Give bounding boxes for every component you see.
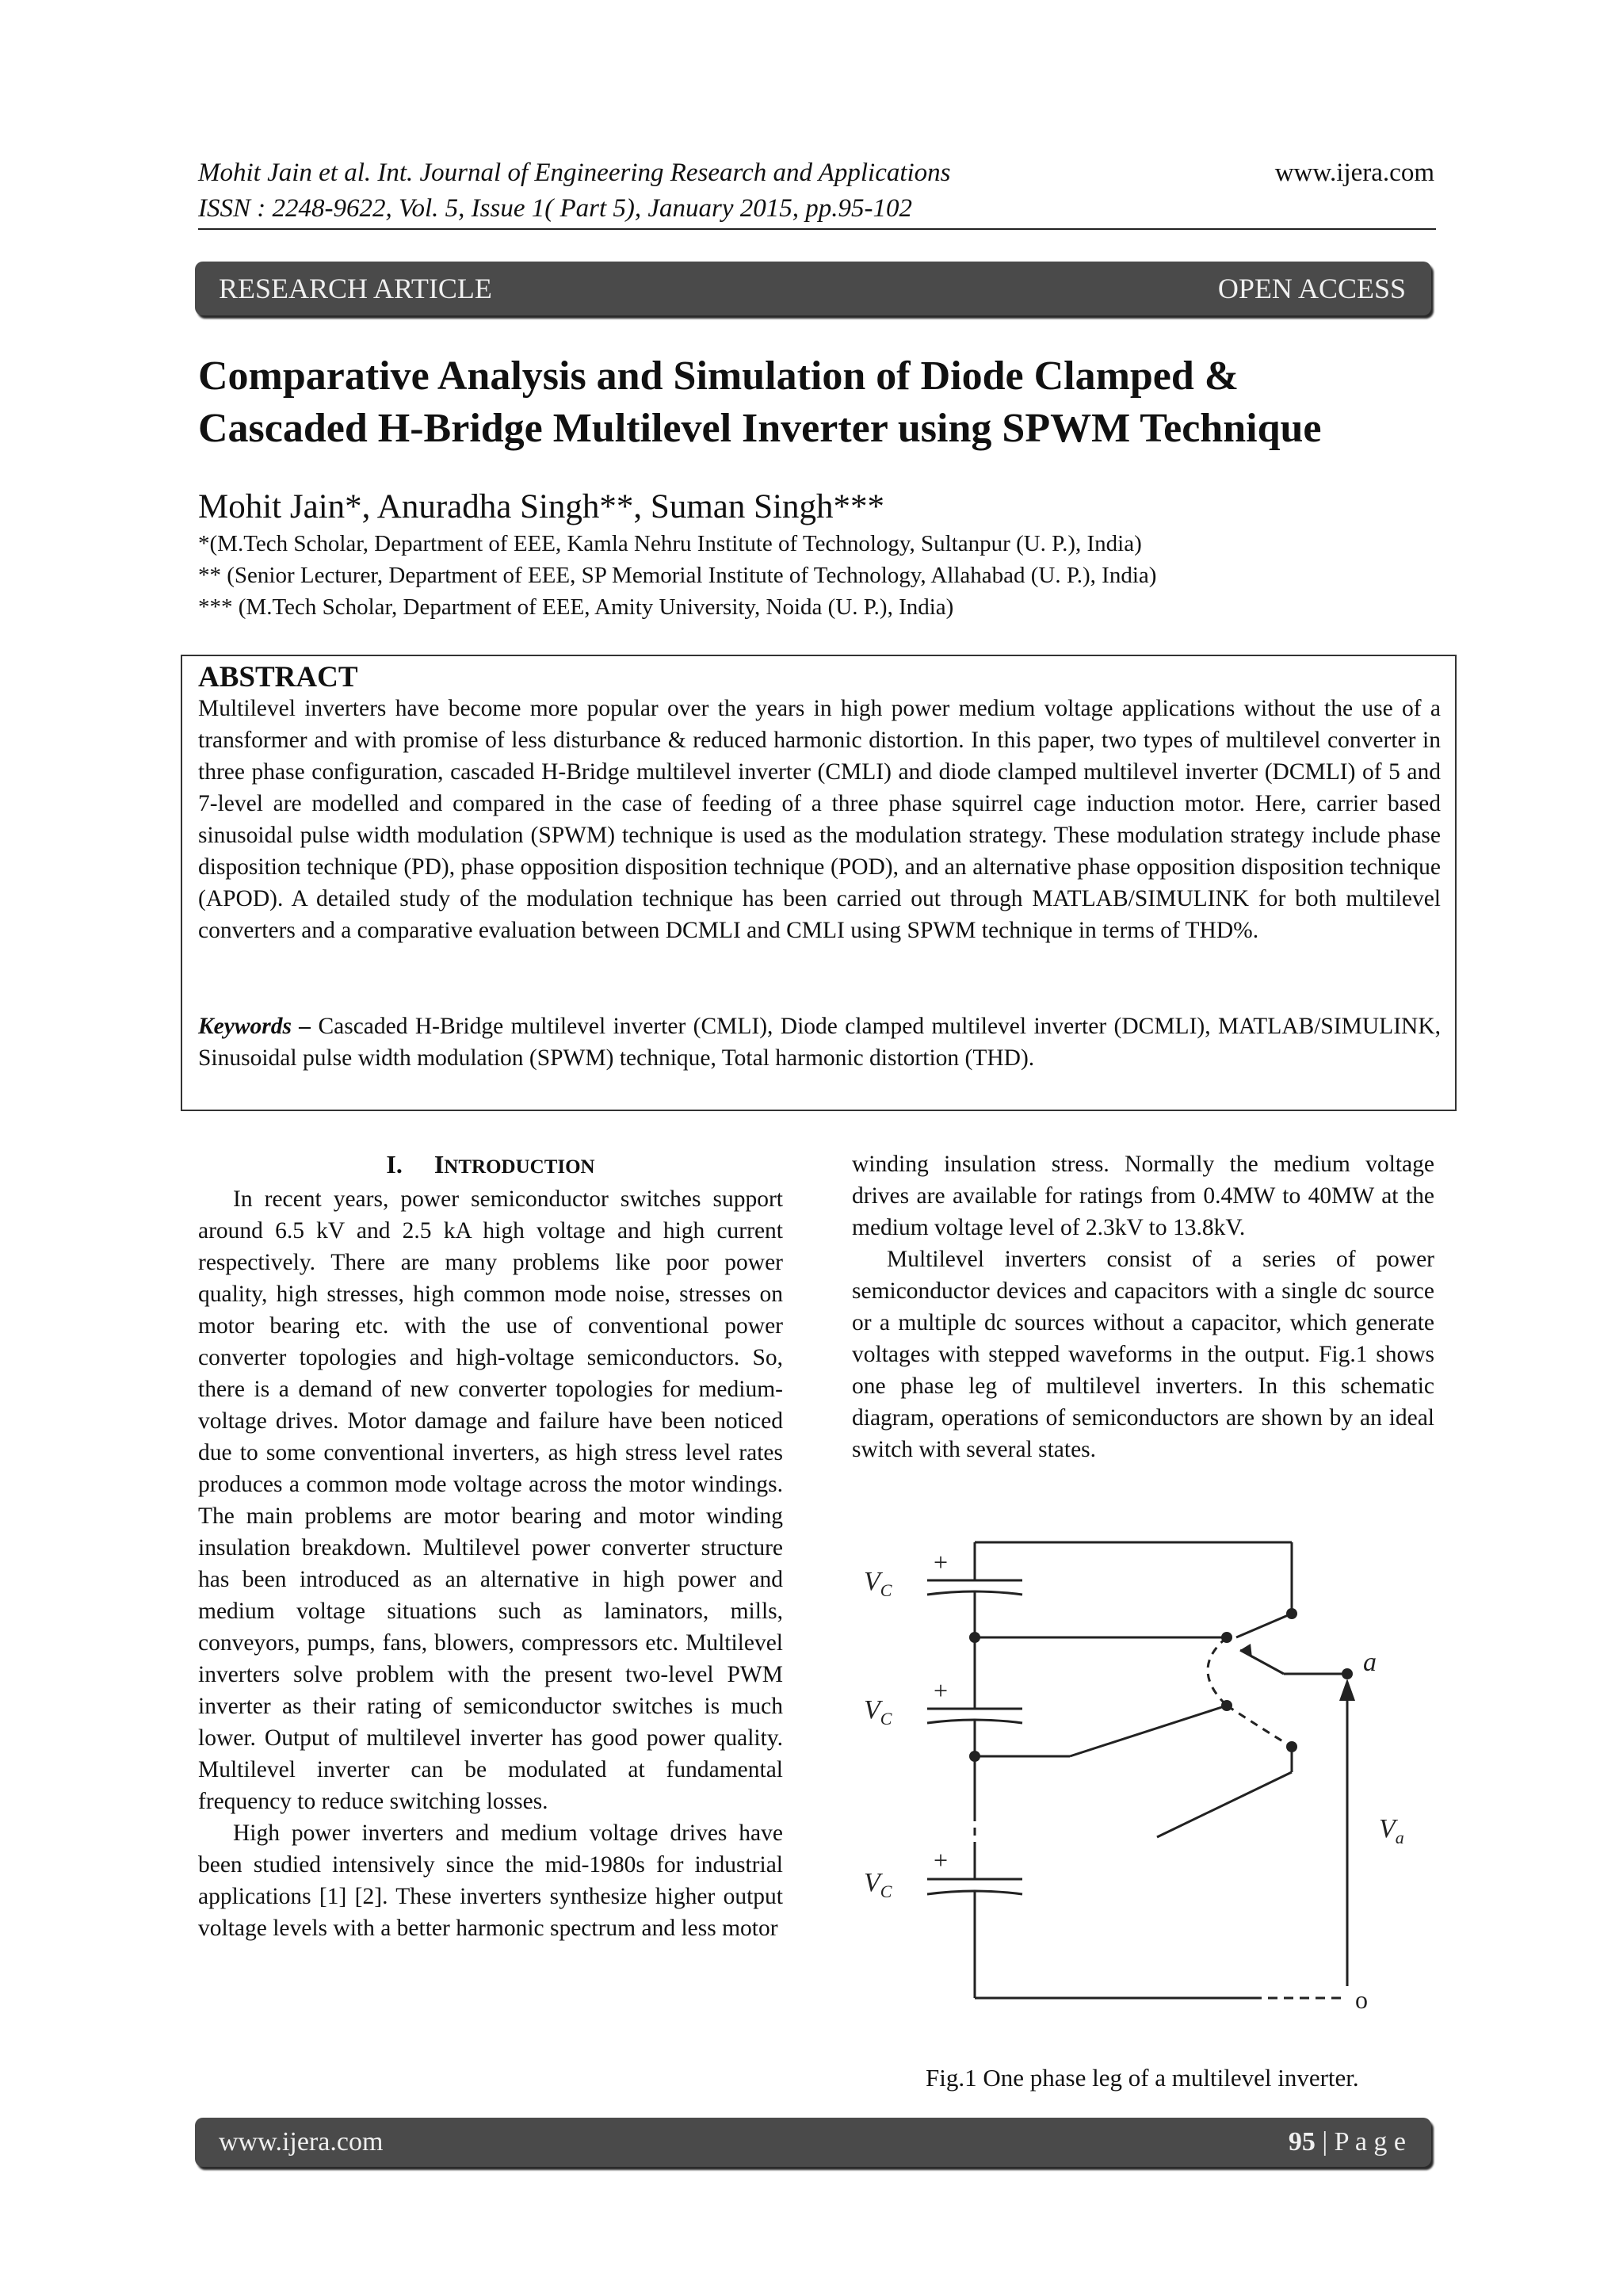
abstract-text: Multilevel inverters have become more popular over the years in high power medium voltage applications without the use of a transformer and with promise of less disturbance & reduced harmonic distortion. In this paper, two types of multilevel converter in three phase configuration, cascaded H-Bridge multilevel inverter (CMLI) and diode clamped multilevel inverter (DCMLI) of 5 and 7-level are modelled and compared in the case of feeding of a three phase squirrel cage induction motor. Here, carrier based sinusoidal pulse width modulation (SPWM) technique is used as the modulation strategy. These modulation strategy include phase disposition technique (PD), phase opposition disposition technique (POD), and an alternative phase opposition disposition technique (APOD). A detailed study of the modulation technique has been carried out through MATLAB/SIMULINK for both multilevel converters and a comparative evaluation between DCMLI and CMLI using SPWM technique in terms of THD%. [198, 696, 1441, 943]
header-rule [198, 228, 1436, 230]
cap1-plus: + [934, 1548, 949, 1576]
intro-paragraph-1: In recent years, power semiconductor switches support around 6.5 kV and 2.5 kA high voltage and high current respectively. There are many problems like poor power quality, high stresses, high common mode noise, stresses on motor bearing etc. with the use of conventional power converter topologies and high-voltage semiconductors. So, there is a demand of new converter topologies for medium-voltage drives. Motor damage and failure have been noticed due to some conventional inverters, as high stress level rates produces a common mode voltage across the motor windings. The main problems are motor bearing and motor winding insulation breakdown. Multilevel power converter structure has been introduced as an alternative in high power and medium voltage situations such as laminators, mills, conveyors, pumps, fans, blowers, compressors etc. Multilevel inverters solve problem with the present two-level PWM inverter as their rating of semiconductor switches is much lower. Output of multilevel inverter has good power quality. Multilevel inverter can be modulated at fundamental frequency to reduce switching losses. [198, 1186, 783, 1814]
node-a-label: a [1363, 1648, 1377, 1677]
switch-arrow-head [1240, 1644, 1252, 1658]
footer-bar [195, 2118, 1431, 2167]
left-column [198, 1148, 783, 1944]
author-list: Mohit Jain*, Anuradha Singh**, Suman Singh*** [198, 488, 884, 525]
running-header [198, 155, 1434, 227]
footer-page-number [1289, 2118, 1406, 2167]
footer-website-link[interactable]: www.ijera.com [219, 2127, 384, 2157]
section-title-initial: I [433, 1150, 445, 1179]
affiliation-1: *(M.Tech Scholar, Department of EEE, Kamla Nehru Institute of Technology, Sultanpur (U. P.), India) [198, 531, 1142, 556]
section-title-rest: NTRODUCTION [444, 1156, 595, 1178]
banner-research-article: RESEARCH ARTICLE [219, 273, 492, 304]
section-heading-introduction [198, 1148, 783, 1183]
journal-citation-line1: Mohit Jain et al. Int. Journal of Engineering Research and Applications [198, 159, 951, 187]
keywords-label: Keywords – [198, 1014, 311, 1039]
keywords-text: Cascaded H-Bridge multilevel inverter (CMLI), Diode clamped multilevel inverter (DCMLI), MATLAB/SIMULINK, Sinusoidal pulse width modulation (SPWM) technique, Total harmonic distortion (THD). [198, 1014, 1442, 1071]
section-number: I. [386, 1150, 403, 1179]
cap2-label: V [864, 1695, 880, 1725]
title-line-1: Comparative Analysis and Simulation of Diode Clamped & [198, 353, 1239, 399]
cap3-plus: + [934, 1846, 949, 1874]
journal-citation-line2: ISSN : 2248-9622, Vol. 5, Issue 1( Part 5), January 2015, pp.95-102 [198, 194, 912, 223]
title-line-2: Cascaded H-Bridge Multilevel Inverter using SPWM Technique [198, 406, 1322, 451]
cap3-label: V [864, 1868, 880, 1897]
circuit-diagram [840, 1511, 1442, 2034]
page-number: 95 [1288, 2127, 1316, 2157]
intro-paragraph-4: Multilevel inverters consist of a series of power semiconductor devices and capacitors with a single dc source or a multiple dc sources without a capacitor, which generate voltages with stepped waveforms in the output. Fig.1 shows one phase leg of multilevel inverters. In this schematic diagram, operations of semiconductors are shown by an ideal switch with several states. [852, 1247, 1434, 1462]
va-arrow-head [1339, 1679, 1355, 1701]
figure-1-caption: Fig.1 One phase leg of a multilevel inverter. [926, 2064, 1359, 2092]
header-website-link[interactable]: www.ijera.com [1274, 159, 1434, 187]
switch-arc-upper [1208, 1637, 1227, 1706]
intro-paragraph-2: High power inverters and medium voltage drives have been studied intensively since the mid-1980s for industrial applications [1] [2]. These inverters synthesize higher output voltage levels with a better harmonic spectrum and less motor [198, 1820, 783, 1941]
intro-paragraph-3: winding insulation stress. Normally the medium voltage drives are available for ratings from 0.4MW to 40MW at the medium voltage level of 2.3kV to 13.8kV. [852, 1152, 1434, 1240]
svg-text:VC: $V_C$ [864, 1567, 892, 1600]
switch-arc-lower [1227, 1706, 1292, 1747]
cap2-plus: + [934, 1676, 949, 1705]
right-column [852, 1148, 1434, 1465]
node-o-label: o [1355, 1985, 1368, 2014]
svg-text:VC: $V_C$ [864, 1695, 892, 1729]
affiliation-2: ** (Senior Lecturer, Department of EEE, SP Memorial Institute of Technology, Allahabad (U. P.), India) [198, 563, 1157, 588]
figure-1-circuit [840, 1511, 1442, 2034]
affiliations [198, 528, 1156, 623]
svg-text:Va: $V_a$ [1379, 1814, 1404, 1847]
level-3-link [1157, 1772, 1292, 1837]
cap1-label: V [864, 1567, 880, 1596]
abstract-heading: ABSTRACT [198, 661, 358, 693]
svg-text:VC: $V_C$ [864, 1868, 892, 1901]
affiliation-3: *** (M.Tech Scholar, Department of EEE, Amity University, Noida (U. P.), India) [198, 594, 954, 620]
keywords [198, 1010, 1441, 1074]
article-type-banner [195, 262, 1431, 315]
level-2-link [1070, 1706, 1227, 1756]
page-label: | P a g e [1322, 2127, 1406, 2157]
paper-title [198, 350, 1466, 455]
banner-open-access: OPEN ACCESS [1217, 273, 1406, 304]
va-label: V [1379, 1814, 1396, 1843]
